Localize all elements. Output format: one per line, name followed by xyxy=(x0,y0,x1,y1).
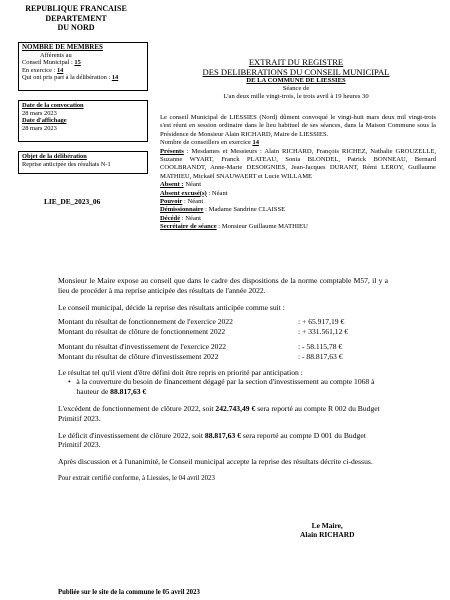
certified-statement: Pour extrait certifié conforme, à Liessies, le 04 avril 2023 xyxy=(58,474,215,482)
body-paragraph-3: Le résultat tel qu'il vient d'être défini doit être repris en priorité par anticipation : xyxy=(58,367,303,377)
session-intro xyxy=(160,114,436,232)
display-date: 28 mars 2023 xyxy=(22,124,57,132)
intro-paragraph: Le conseil Municipal de LIESSIES (Nord) dûment convoqué le vingt-huit mars deux mil vingt-trois s'est réuni en session ordinaire dans le lieu habituel de ses séances, dans la Maison Commune sous la Présidence de Monsieur Alain RICHARD, Maire de LIESSIES. xyxy=(160,114,436,138)
result-row: Montant du résultat de clôture d'investissement 2022 : - 88.817,63 € xyxy=(58,351,343,361)
signature-title: Le Maire, xyxy=(311,521,343,530)
signature-name: Alain RICHARD xyxy=(300,530,355,539)
header-line-3: DU NORD xyxy=(57,23,95,32)
bullet-icon: • xyxy=(68,377,71,387)
display-title: Date d'affichage xyxy=(22,117,67,125)
members-affected: Afférents au xyxy=(40,51,72,59)
extract-line-5: L'an deux mille vingt-trois, le trois avril à 19 heures 30 xyxy=(223,93,369,100)
dates-box xyxy=(18,100,148,142)
deceased-line: Décédé : Néant xyxy=(160,214,202,222)
convocation-title: Date de la convocation xyxy=(22,102,84,109)
body-paragraph-1: Monsieur le Maire expose au conseil que dans le cadre des dispositions de la norme comptable M57, il y a lieu de procéder à ma reprise anticipée des résultats de l'année 2022. xyxy=(58,276,388,295)
secretary-line: Secrétaire de séance : Monsieur Guillaume MATHIEU xyxy=(160,223,308,231)
members-title: NOMBRE DE MEMBRES xyxy=(22,43,103,51)
body-paragraph-2: Le conseil municipal, décide la reprise des résultats anticipée comme suit : xyxy=(58,302,285,312)
bullet-item: • à la couverture du besoin de financement dégagé par la section d'investissement au compte 1068 à hauteur de 88.817,63 € xyxy=(68,377,375,397)
result-row: Montant du résultat de fonctionnement de l'exercice 2022 : + 65.917,19 € xyxy=(58,317,345,327)
result-row: Montant du résultat de clôture de fonctionnement 2022 : + 331.561,12 € xyxy=(58,327,349,337)
body-paragraph-4: L'excédent de fonctionnement de clôture 2022, soit 242.743,49 € sera reporté au compte R 002 du Budget Primitif 2023. xyxy=(58,403,380,423)
body-paragraph-5: Le déficit d'investissement de clôture 2022, soit 88.817,63 € sera reporté au compte D 001 du Budget Primitif 2023. xyxy=(58,430,366,450)
header-line-1: REPUBLIQUE FRANCAISE xyxy=(25,4,127,13)
extract-line-3: DE LA COMMUNE DE LIESSIES xyxy=(246,77,346,84)
deliberation-body xyxy=(58,276,388,484)
header-line-2: DEPARTEMENT xyxy=(45,13,107,23)
members-exercise: En exercice : 14 xyxy=(22,66,64,74)
extract-line-1: EXTRAIT DU REGISTRE xyxy=(248,57,344,67)
object-box xyxy=(18,151,148,174)
excused-line: Absent excusé(s) : Néant xyxy=(160,189,228,197)
body-paragraph-6: Après discussion et à l'unanimité, le Conseil municipal accepte la reprise des résultats décrite ci-dessus. xyxy=(58,457,373,467)
deliberation-reference: LIE_DE_2023_06 xyxy=(44,197,101,206)
object-text: Reprise anticipée des résultats N-1 xyxy=(22,160,111,168)
object-title: Objet de la délibération xyxy=(22,153,87,160)
results-list xyxy=(58,317,388,361)
mayor-signature xyxy=(300,521,354,539)
members-box xyxy=(18,42,148,91)
proxy-line: Pouvoir : Néant xyxy=(160,198,204,206)
members-voted: Qui ont pris part à la délibération : 14 xyxy=(22,74,119,82)
extract-line-2: DES DELIBERATIONS DU CONSEIL MUNICIPAL xyxy=(202,67,390,77)
publication-footer: Publiée sur le site de la commune le 05 avril 2023 xyxy=(58,589,200,596)
councillors-count: Nombre de conseillers en exercice 14 xyxy=(160,139,260,147)
present-list: Présents : Mesdames et Messieurs : Alain RICHARD, François RICHEZ, Nathalie GROUZELLE, Suzanne WYART, Franck PLATEAU, Sonia BLONDEL, Patrick BONNEAU, Bernard COOLBRANDT, Anne-Marie DESOIGNIES, Jean-Jacques DURANT, Rémi LEROY, Guillaume MATHIEU, Mickaël SNAUWAERT et Lucie WILLAME xyxy=(160,147,436,180)
republic-header xyxy=(18,4,134,33)
convocation-date: 28 mars 2023 xyxy=(22,109,57,117)
result-row: Montant du résultat d'investissement de l'exercice 2022 : - 58.115,78 € xyxy=(58,341,343,351)
extract-heading xyxy=(156,57,436,101)
resigned-line: Démissionnaire : Madame Sandrine CLAISSE xyxy=(160,206,286,214)
extract-line-4: Séance de xyxy=(282,85,310,92)
members-council: Conseil Municipal : 15 xyxy=(22,59,81,67)
absent-line: Absent : Néant xyxy=(160,181,202,189)
